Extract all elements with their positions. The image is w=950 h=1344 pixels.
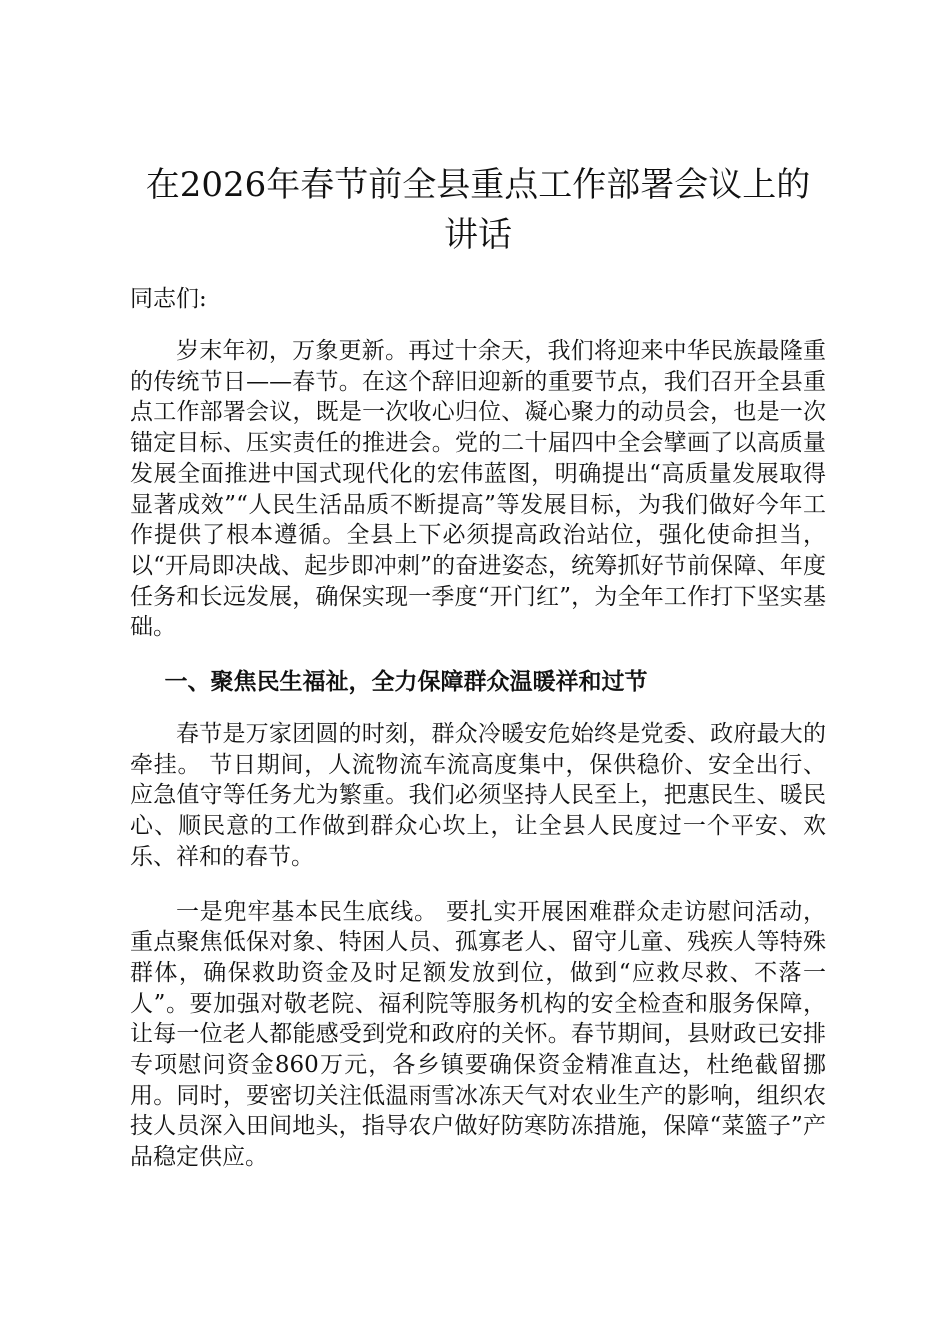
intro-paragraph: 岁末年初，万象更新。再过十余天，我们将迎来中华民族最隆重的传统节日——春节。在这个辞旧迎新的重要节点，我们召开全县重点工作部署会议，既是一次收心归位、凝心聚力的动员会，也是一次锚定目标、压实责任的推进会。党的二十届四中全会擘画了以高质量发展全面推进中国式现代化的宏伟蓝图，明确提出“高质量发展取得显著成效”“人民生活品质不断提高”等发展目标，为我们做好今年工作提供了根本遵循。全县上下必须提高政治站位，强化使命担当，以“开局即决战、起步即冲刺”的奋进姿态，统筹抓好节前保障、年度任务和长远发展，确保实现一季度“开门红”，为全年工作打下坚实基础。 <box>130 338 826 641</box>
section1-paragraph-2: 一是兜牢基本民生底线。 要扎实开展困难群众走访慰问活动，重点聚焦低保对象、特困人员、孤寡老人、留守儿童、残疾人等特殊群体，确保救助资金及时足额发放到位，做到“应救尽救、不落一人”。要加强对敬老院、福利院等服务机构的安全检查和服务保障，让每一位老人都能感受到党和政府的关怀。春节期间，县财政已安排专项慰问资金860万元，各乡镇要确保资金精准直达，杜绝截留挪用。同时，要密切关注低温雨雪冰冻天气对农业生产的影响，组织农技人员深入田间地头，指导农户做好防寒防冻措施，保障“菜篮子”产品稳定供应。 <box>130 898 826 1171</box>
section1-paragraph-1: 春节是万家团圆的时刻，群众冷暖安危始终是党委、政府最大的牵挂。 节日期间，人流物流车流高度集中，保供稳价、安全出行、应急值守等任务尤为繁重。我们必须坚持人民至上，把惠民生、暖民心、顺民意的工作做到群众心坎上，让全县人民度过一个平安、欢乐、祥和的春节。 <box>130 721 826 870</box>
section-heading-1: 一、聚焦民生福祉，全力保障群众温暖祥和过节 <box>164 668 648 696</box>
document-title: 在2026年春节前全县重点工作部署会议上的讲话 <box>145 165 811 255</box>
document-page <box>130 160 826 1173</box>
salutation: 同志们: <box>130 286 207 312</box>
